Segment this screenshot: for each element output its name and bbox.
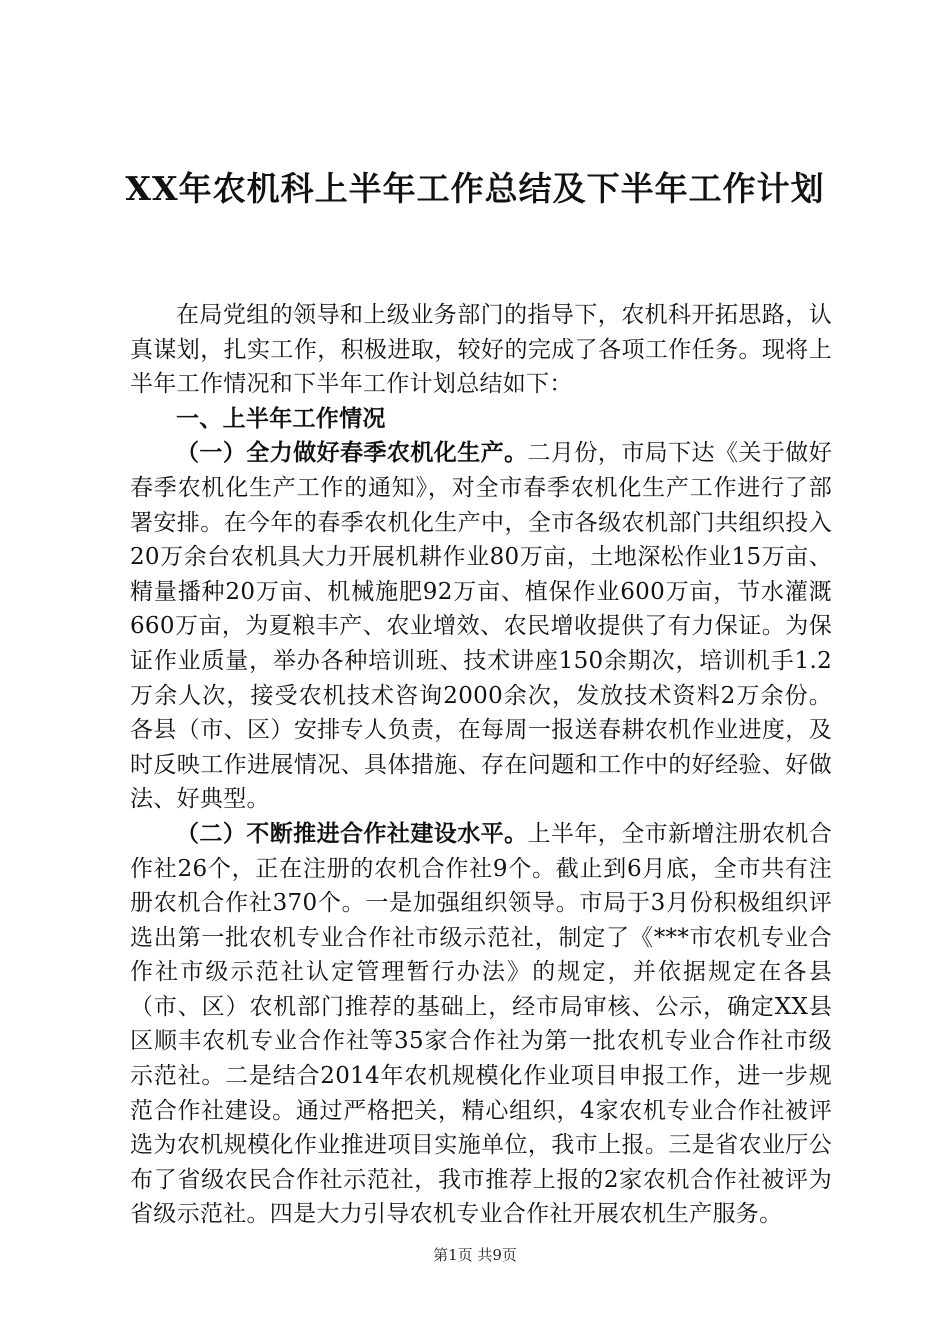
page-footer: 第1页 共9页 bbox=[433, 1246, 517, 1264]
document-title: XX年农机科上半年工作总结及下半年工作计划 bbox=[125, 169, 825, 208]
item1-text: 二月份，市局下达《关于做好春季农机化生产工作的通知》，对全市春季农机化生产工作进行了部署安排。在今年的春季农机化生产中，全市各级农机部门共组织投入20万余台农机具大力开展机耕作业80万亩，土地深松作业15万亩、精量播种20万亩、机械施肥92万亩、植保作业600万亩，节水灌溉660万亩，为夏粮丰产、农业增效、农民增收提供了有力保证。为保证作业质量，举办各种培训班、技术讲座150余期次，培训机手1.2万余人次，接受农机技术咨询2000余次，发放技术资料2万余份。各县（市、区）安排专人负责，在每周一报送春耕农机作业进度，及时反映工作进展情况、具体措施、存在问题和工作中的好经验、好做法、好典型。 bbox=[130, 440, 832, 813]
item1-paragraph bbox=[130, 436, 832, 817]
item2-paragraph bbox=[130, 817, 832, 1232]
item2-lead: （二）不断推进合作社建设水平。 bbox=[176, 819, 528, 847]
section-heading: 一、上半年工作情况 bbox=[176, 404, 386, 432]
item2-text: 上半年，全市新增注册农机合作社26个，正在注册的农机合作社9个。截止到6月底，全市共有注册农机合作社370个。一是加强组织领导。市局于3月份积极组织评选出第一批农机专业合作社市级示范社，制定了《***市农机专业合作社市级示范社认定管理暂行办法》的规定，并依据规定在各县（市、区）农机部门推荐的基础上，经市局审核、公示，确定XX县区顺丰农机专业合作社等35家合作社为第一批农机专业合作社市级示范社。二是结合2014年农机规模化作业项目申报工作，进一步规范合作社建设。通过严格把关，精心组织，4家农机专业合作社被评选为农机规模化作业推进项目实施单位，我市上报。三是省农业厅公布了省级农民合作社示范社，我市推荐上报的2家农机合作社被评为省级示范社。四是大力引导农机专业合作社开展农机生产服务。 bbox=[130, 820, 832, 1228]
intro-paragraph: 在局党组的领导和上级业务部门的指导下，农机科开拓思路，认真谋划，扎实工作，积极进取，较好的完成了各项工作任务。现将上半年工作情况和下半年工作计划总结如下： bbox=[130, 302, 832, 398]
item1-lead: （一）全力做好春季农机化生产。 bbox=[176, 439, 528, 467]
document-body bbox=[130, 298, 832, 1232]
